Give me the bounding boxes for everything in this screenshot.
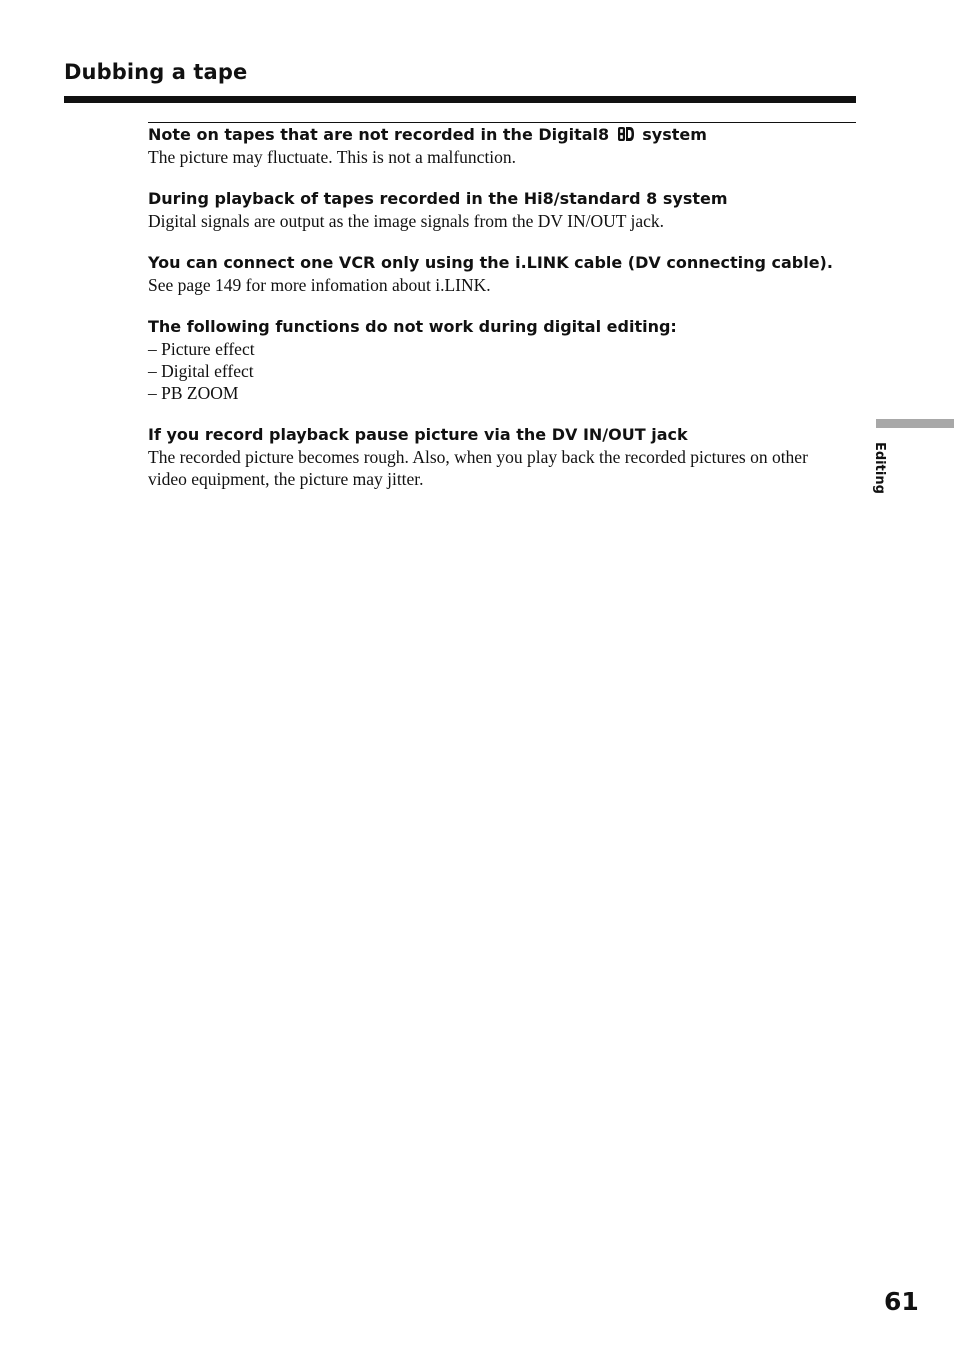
digital8-logo-icon [617, 126, 635, 142]
list-item: – PB ZOOM [148, 383, 239, 403]
heading-text-suffix: system [642, 125, 707, 144]
list-item: – Picture effect [148, 339, 255, 359]
heading-text: Note on tapes that are not recorded in the Digital8 [148, 125, 610, 144]
section-heading: The following functions do not work during digital editing: [148, 317, 677, 336]
note-pause-recording-section [148, 424, 848, 490]
notes-content [148, 124, 848, 510]
note-hi8-playback-section [148, 188, 848, 232]
section-heading: If you record playback pause picture via the DV IN/OUT jack [148, 425, 688, 444]
section-text: See page 149 for more infomation about i.LINK. [148, 275, 491, 295]
note-digital8-section [148, 124, 848, 168]
section-text: The picture may fluctuate. This is not a malfunction. [148, 147, 517, 167]
header-rule [64, 96, 856, 103]
list-item: – Digital effect [148, 361, 254, 381]
section-heading: You can connect one VCR only using the i.LINK cable (DV connecting cable). [148, 253, 833, 272]
section-divider [148, 122, 856, 123]
note-vcr-connection-section [148, 252, 848, 296]
section-heading: During playback of tapes recorded in the Hi8/standard 8 system [148, 189, 728, 208]
side-tab-marker [876, 419, 954, 428]
section-text: The recorded picture becomes rough. Also, when you play back the recorded pictures on other video equipment, the picture may jitter. [148, 447, 808, 489]
section-text: Digital signals are output as the image signals from the DV IN/OUT jack. [148, 211, 664, 231]
note-disabled-functions-section [148, 316, 848, 404]
page-number: 61 [884, 1287, 919, 1316]
side-tab-label: Editing [872, 442, 887, 494]
disabled-functions-list [148, 338, 848, 404]
section-heading [148, 124, 848, 146]
page-title: Dubbing a tape [64, 60, 248, 84]
